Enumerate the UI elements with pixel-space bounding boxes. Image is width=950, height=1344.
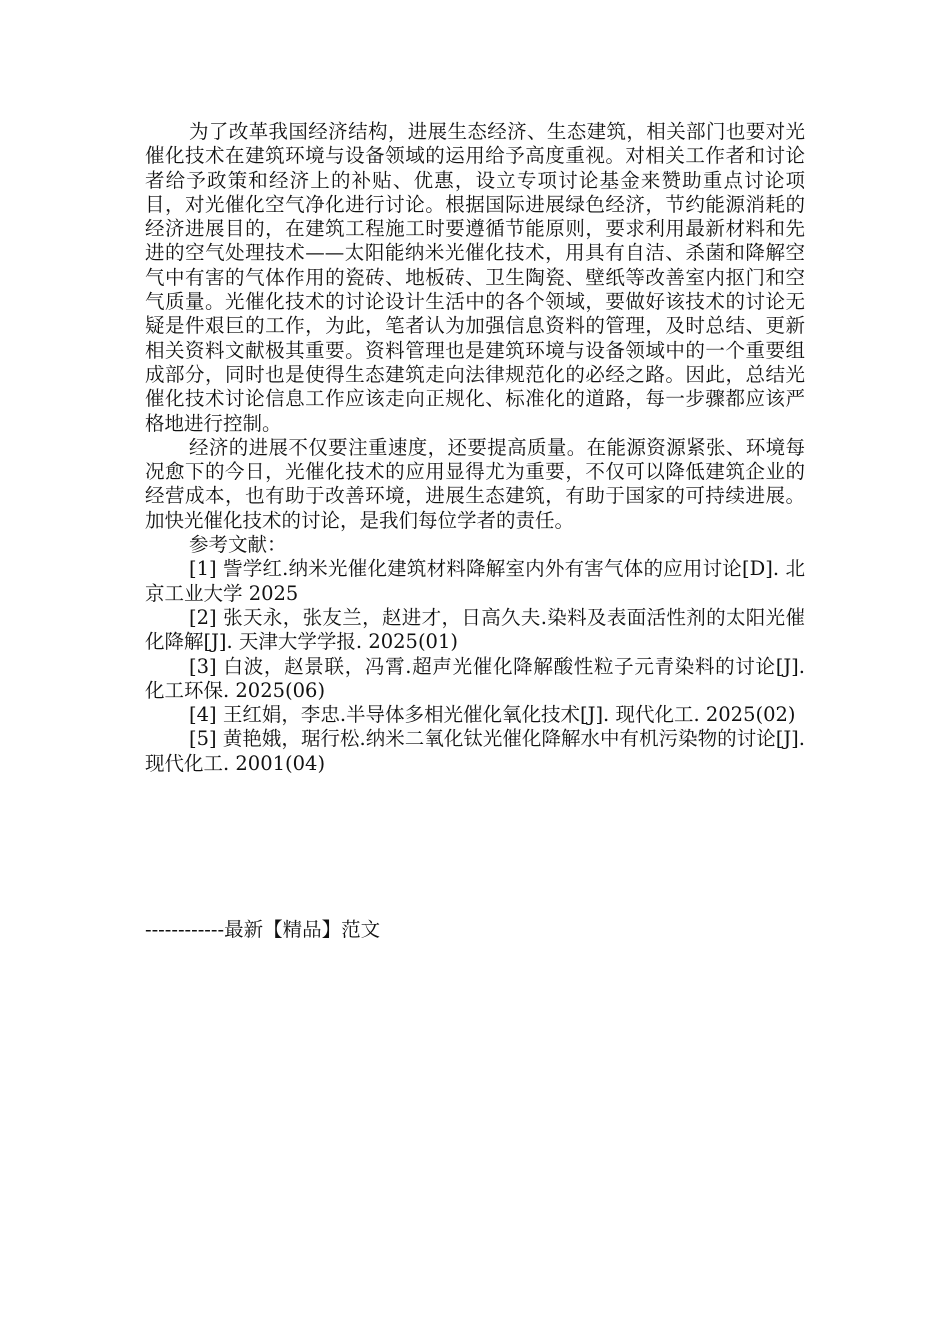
reference-item-4: [4] 王红娟，李忠.半导体多相光催化氧化技术[J]. 现代化工. 2025(02)	[189, 703, 796, 727]
body-paragraph-2: 经济的进展不仅要注重速度，还要提高质量。在能源资源紧张、环境每况愈下的今日，光催化技术的应用显得尤为重要，不仅可以降低建筑企业的经营成本，也有助于改善环境，进展生态建筑，有助于国家的可持续进展。加快光催化技术的讨论，是我们每位学者的责任。	[145, 435, 805, 532]
body-paragraph-1: 为了改革我国经济结构，进展生态经济、生态建筑，相关部门也要对光催化技术在建筑环境与设备领域的运用给予高度重视。对相关工作者和讨论者给予政策和经济上的补贴、优惠，设立专项讨论基金来赞助重点讨论项目，对光催化空气净化进行讨论。根据国际进展绿色经济，节约能源消耗的经济进展目的，在建筑工程施工时要遵循节能原则，要求利用最新材料和先进的空气处理技术——太阳能纳米光催化技术，用具有自洁、杀菌和降解空气中有害的气体作用的瓷砖、地板砖、卫生陶瓷、壁纸等改善室内抠门和空气质量。光催化技术的讨论设计生活中的各个领域，要做好该技术的讨论无疑是件艰巨的工作，为此，笔者认为加强信息资料的管理，及时总结、更新相关资料文献极其重要。资料管理也是建筑环境与设备领域中的一个重要组成部分，同时也是使得生态建筑走向法律规范化的必经之路。因此，总结光催化技术讨论信息工作应该走向正规化、标准化的道路，每一步骤都应该严格地进行控制。	[145, 120, 805, 435]
reference-item-3: [3] 白波，赵景联，冯霄.超声光催化降解酸性粒子元青染料的讨论[J]. 化工环保. 2025(06)	[145, 654, 805, 702]
document-body	[145, 120, 805, 776]
reference-item-5: [5] 黄艳娥，琚行松.纳米二氧化钛光催化降解水中有机污染物的讨论[J]. 现代化工. 2001(04)	[145, 727, 805, 775]
references-list	[145, 557, 805, 776]
page-footer: ------------最新【精品】范文	[145, 918, 381, 941]
reference-item-1: [1] 訾学红.纳米光催化建筑材料降解室内外有害气体的应用讨论[D]. 北京工业大学 2025	[145, 557, 805, 605]
references-heading: 参考文献：	[189, 533, 287, 557]
reference-item-2: [2] 张天永，张友兰，赵进才，日高久夫.染料及表面活性剂的太阳光催化降解[J]. 天津大学学报. 2025(01)	[145, 605, 805, 654]
